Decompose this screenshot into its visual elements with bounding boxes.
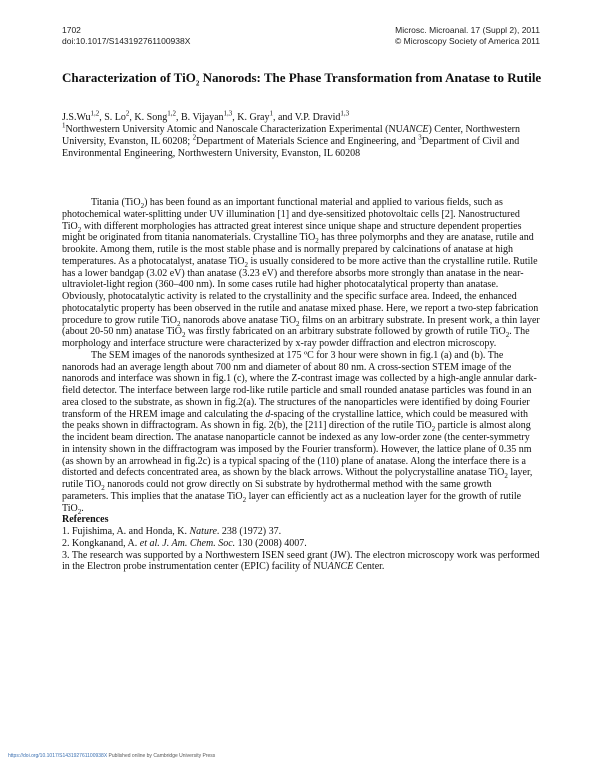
footer-text: Published online by Cambridge University Press xyxy=(107,753,216,759)
body-text xyxy=(62,197,540,573)
paragraph-results: The SEM images of the nanorods synthesized at 175 ºC for 3 hour were shown in fig.1 (a) and (b). The nanorods had an average length about 700 nm and diameter of about 80 nm. A cross-section STEM image of the nanorods and interface was shown in fig.1 (c), where the Z-contrast image was collected by a high-angle annular dark-field detector. The interface between large rod-like rutile particle and small rounded anatase particles was found in an area closed to the substrate, as shown in fig.2(a). The structures of the nanoparticles were identified by doing Fourier transform of the HREM image and calculating the d-spacing of the crystalline lattice, which could be measured with the peaks shown in diffractogram. As shown in fig. 2(b), the [211] direction of the rutile TiO$_2$ particle is almost along the incident beam direction. The anatase nanoparticle cannot be indexed as any low-order zone (the center-symmetry in intensity shown in the diffractogram was imposed by the Fourier transform). However, the lattice plane of 0.35 nm (as shown by an arrowhead in fig.2c) is a typical spacing of the (110) plane of anatase. Along the interface there is a distorted and defects concentrated area, as shown by the black arrows. Without the polycrystalline anatase TiO$_2$ layer, rutile TiO$_2$ nanorods could not grow directly on Si substrate by hydrothermal method with the same growth parameters. This implies that the anatase TiO$_2$ layer can efficiently act as a nucleation layer for the growth of rutile TiO$_2$. xyxy=(62,349,537,516)
reference-1: 1. Fujishima, A. and Honda, K. Nature. 238 (1972) 37. xyxy=(62,526,282,537)
paper-title: Characterization of TiO$_2$ Nanorods: The Phase Transformation from Anatase to Rutile xyxy=(62,70,542,88)
journal-citation: Microsc. Microanal. 17 (Suppl 2), 2011 xyxy=(395,25,540,35)
page-number: 1702 xyxy=(62,25,81,35)
references xyxy=(62,514,540,573)
reference-2: 2. Kongkanand, A. et al. J. Am. Chem. Soc. 130 (2008) 4007. xyxy=(62,537,307,549)
footer xyxy=(8,753,215,759)
doi-link[interactable]: https://doi.org/10.1017/S143192761100938X xyxy=(8,753,108,759)
header-right xyxy=(395,25,540,46)
doi: doi:10.1017/S143192761100938X xyxy=(62,35,191,46)
affiliations: $^1$Northwestern University Atomic and Nanoscale Characterization Experimental (NUANCE) Center, Northwestern University, Evanston, IL 60208; $^2$Department of Materials Science and Engineering, and $^3$Department of Civil and Environmental Engineering, Northwestern University, Evanston, IL 60208 xyxy=(62,121,520,160)
references-heading: References xyxy=(62,514,109,526)
paragraph-intro: Titania (TiO$_2$) has been found as an important functional material and applied to various fields, such as photochemical water-splitting under UV illumination [1] and dye-sensitized photovoltaic cells [2]. Nanostructured TiO$_2$ with different morphologies has attracted great interest since unique shape and structure dependent properties might be originated from titania nanomaterials. Crystalline TiO$_2$ has three polymorphs and they are anatase, rutile and brookite. Among them, rutile is the most stable phase and is normally prepared by calcinations of anatase at high temperatures. As a photocatalyst, anatase TiO$_2$ is usually considered to be more active than the crystalline rutile. Rutile has a lower bandgap (3.02 eV) than anatase (3.23 eV) and therefore absorbs more strongly than anatase in the near-ultraviolet-light region (360–400 nm). In some cases rutile had higher photocatalytical property than anatase. Obviously, photocatalytic activity is related to the crystallinity and the specific surface area. Indeed, the enhanced photocatalytic property has been observed in the rutile and anatase mixed phase. Here, we report a two-step fabrication procedure to grow rutile TiO$_2$ nanorods above anatase TiO$_2$ films on an arbitrary substrate. In present work, a thin layer (about 20-50 nm) anatase TiO$_2$ was firstly fabricated on an arbitrary substrate followed by growth of rutile TiO$_2$. The morphology and interface structure were characterized by x-ray powder diffraction and electron microscopy. xyxy=(62,197,540,349)
copyright: © Microscopy Society of America 2011 xyxy=(395,35,540,46)
reference-3: 3. The research was supported by a Northwestern ISEN seed grant (JW). The electron microscopy work was performed in the Electron probe instrumentation center (EPIC) facility of NUANCE Center. xyxy=(62,549,540,573)
authors: J.S.Wu$^{1,2}$, S. Lo$^2$, K. Song$^{1,2}$, B. Vijayan$^{1,3}$, K. Gray$^1$, and V.P. Dravid$^{1,3}$ xyxy=(62,109,350,123)
header-left xyxy=(62,25,190,46)
